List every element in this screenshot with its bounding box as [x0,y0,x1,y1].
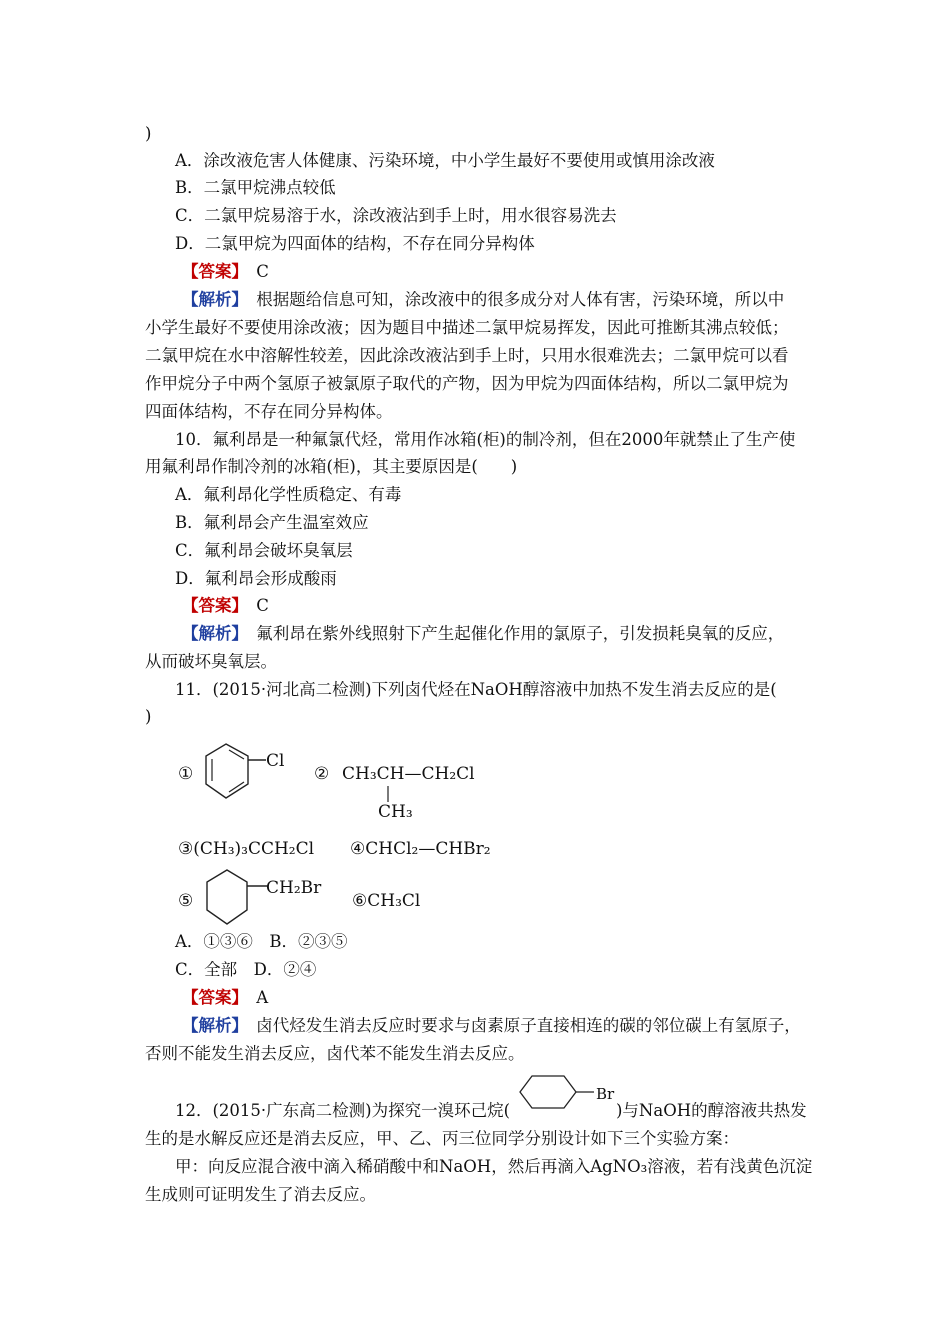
q9-answer-value: C [256,262,269,281]
q9-tail: ) [145,124,152,143]
answer-tag: 【答案】 [182,596,240,615]
q9-option-c: C．二氯甲烷易溶于水，涂改液沾到手上时，用水很容易洗去 [175,206,617,225]
q12-stem-end: )与NaOH的醇溶液共热发 [616,1101,807,1120]
q10-answer [182,594,269,618]
q9-option-b: B．二氯甲烷沸点较低 [175,178,336,197]
q11-stem-2: ) [145,707,152,726]
q11-analysis-line-1: 【解析】 卤代烃发生消去反应时要求与卤素原子直接相连的碳的邻位碳上有氢原子， [182,1016,801,1035]
cyclohexane-ring-icon [205,868,275,934]
structure-1-number: ① [178,764,194,784]
q9-analysis-line-5: 四面体结构，不存在同分异构体。 [145,402,393,421]
q10-option-b: B．氟利昂会产生温室效应 [175,513,369,532]
q12-stem-start: 12．(2015·广东高二检测)为探究一溴环己烷( [175,1101,511,1120]
analysis-tag: 【解析】 [182,624,240,643]
structure-2-main: CH₃CH—CH₂Cl [342,764,475,784]
benzene-ring-icon [204,742,274,808]
q10-option-d: D．氟利昂会形成酸雨 [175,569,337,588]
q11-options-ab: A．①③⑥ B．②③⑤ [175,932,348,951]
q11-analysis-line-2: 否则不能发生消去反应，卤代苯不能发生消去反应。 [145,1044,525,1063]
structure-6: ⑥CH₃Cl [352,891,421,911]
q9-analysis-line-3: 二氯甲烷在水中溶解性较差，因此涂改液沾到手上时，只用水很难洗去；二氯甲烷可以看 [145,346,789,365]
q12-br-label: Br [596,1085,615,1103]
structure-1-cl: Cl [266,751,285,771]
q10-analysis-line-1: 【解析】 氟利昂在紫外线照射下产生起催化作用的氯原子，引发损耗臭氧的反应， [182,624,785,643]
q10-answer-value: C [256,596,269,615]
q10-option-a: A．氟利昂化学性质稳定、有毒 [175,485,402,504]
q11-answer-value: A [256,988,269,1007]
structure-3: ③(CH₃)₃CCH₂Cl [178,839,315,859]
analysis-tag: 【解析】 [182,290,240,309]
structure-2-branch: CH₃ [378,802,413,822]
q9-analysis-line-1: 【解析】 根据题给信息可知，涂改液中的很多成分对人体有害，污染环境，所以中 [182,290,785,309]
analysis-tag: 【解析】 [182,1016,240,1035]
bromocyclohexane-ring-icon [520,1074,600,1114]
structure-4: ④CHCl₂—CHBr₂ [350,839,491,859]
q10-stem-2: 用氟利昂作制冷剂的冰箱(柜)，其主要原因是( ) [145,457,518,476]
q9-analysis-line-2: 小学生最好不要使用涂改液；因为题目中描述二氯甲烷易挥发，因此可推断其沸点较低； [145,318,789,337]
q10-option-c: C．氟利昂会破坏臭氧层 [175,541,353,560]
q10-stem-1: 10．氟利昂是一种氟氯代烃，常用作冰箱(柜)的制冷剂，但在2000年就禁止了生产使 [175,430,796,449]
q12-jia-line-1: 甲：向反应混合液中滴入稀硝酸中和NaOH，然后再滴入AgNO₃溶液，若有浅黄色沉淀 [175,1157,813,1176]
q10-analysis-line-2: 从而破坏臭氧层。 [145,652,277,671]
q9-option-d: D．二氯甲烷为四面体的结构，不存在同分异构体 [175,234,535,253]
q9-option-a: A．涂改液危害人体健康、污染环境，中小学生最好不要使用或慎用涂改液 [175,151,715,170]
q11-answer [182,986,268,1010]
structure-2-number: ② [314,764,330,784]
q12-stem-2: 生的是水解反应还是消去反应，甲、乙、丙三位同学分别设计如下三个实验方案： [145,1129,739,1148]
structure-5-number: ⑤ [178,891,194,911]
answer-tag: 【答案】 [182,262,240,281]
q11-stem-1: 11．(2015·河北高二检测)下列卤代烃在NaOH醇溶液中加热不发生消去反应的是( [175,680,777,699]
q9-analysis-line-4: 作甲烷分子中两个氢原子被氯原子取代的产物，因为甲烷为四面体结构，所以二氯甲烷为 [145,374,789,393]
q11-options-cd: C．全部 D．②④ [175,960,317,979]
answer-tag: 【答案】 [182,988,240,1007]
q9-answer [182,260,269,284]
structure-5-substituent: CH₂Br [266,878,322,898]
q12-jia-line-2: 生成则可证明发生了消去反应。 [145,1185,376,1204]
